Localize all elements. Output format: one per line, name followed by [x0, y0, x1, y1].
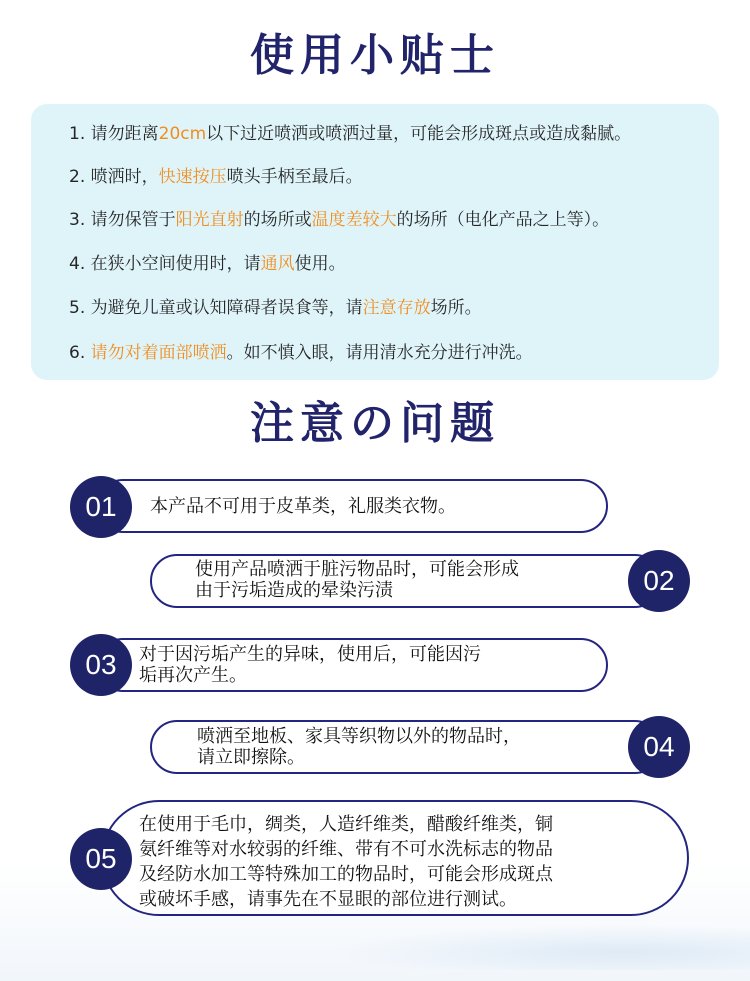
tip-number: 1.	[69, 124, 91, 144]
tip-item	[69, 208, 609, 232]
note-number-badge: 02	[628, 550, 690, 612]
tip-number: 3.	[69, 210, 91, 230]
tip-highlight: 注意存放	[362, 298, 431, 318]
tip-text: 在狭小空间使用时，请	[90, 254, 261, 274]
tip-text: 请勿距离	[90, 124, 159, 144]
tip-item	[69, 165, 363, 189]
note-number-badge: 04	[628, 716, 690, 778]
tip-text: 。如不慎入眼，请用清水充分进行冲洗。	[226, 343, 533, 363]
tip-number: 6.	[69, 343, 91, 363]
tip-item	[69, 296, 482, 320]
tip-item	[69, 122, 631, 146]
note-text: 本产品不可用于皮革类，礼服类衣物。	[150, 496, 456, 517]
tip-number: 2.	[69, 167, 91, 187]
note-text: 对于因污垢产生的异味，使用后，可能因污 垢再次产生。	[139, 644, 481, 686]
tips-title: 使用小贴士	[250, 30, 500, 81]
tips-box	[31, 104, 719, 380]
tip-text: 的场所或	[243, 210, 312, 230]
tip-text: 场所。	[430, 298, 482, 318]
tip-highlight: 请勿对着面部喷洒	[90, 343, 227, 363]
tip-number: 5.	[69, 298, 91, 318]
tip-number: 4.	[69, 254, 91, 274]
note-text: 在使用于毛巾，绸类，人造纤维类，醋酸纤维类，铜 氨纤维等对水较弱的纤维、带有不可水洗标志的物品 及经防水加工等特殊加工的物品时，可能会形成斑点 或破坏手感，请事先在不显眼的部位进行测试。	[139, 814, 553, 910]
tip-item	[69, 341, 533, 365]
notes-title: 注意の问题	[250, 398, 500, 449]
tip-item	[69, 252, 346, 276]
tip-highlight: 通风	[260, 254, 295, 274]
tip-text: 的场所（电化产品之上等）。	[396, 210, 610, 230]
tip-highlight: 快速按压	[158, 167, 227, 187]
note-text: 喷洒至地板、家具等织物以外的物品时， 请立即擦除。	[197, 726, 521, 768]
tip-text: 为避免儿童或认知障碍者误食等，请	[90, 298, 363, 318]
tip-highlight: 温度差较大	[311, 210, 397, 230]
decorative-wave	[330, 925, 750, 970]
note-number-badge: 03	[70, 634, 132, 696]
note-text: 使用产品喷洒于脏污物品时，可能会形成 由于污垢造成的晕染污渍	[195, 559, 519, 601]
note-number-badge: 05	[70, 828, 132, 890]
tip-text: 喷头手柄至最后。	[226, 167, 363, 187]
tip-highlight: 阳光直射	[175, 210, 244, 230]
note-number-badge: 01	[70, 476, 132, 538]
tip-text: 喷洒时，	[90, 167, 159, 187]
tip-text: 请勿保管于	[90, 210, 176, 230]
tip-text: 以下过近喷洒或喷洒过量，可能会形成斑点或造成黏腻。	[206, 124, 632, 144]
tip-text: 使用。	[294, 254, 346, 274]
tip-highlight: 20cm	[158, 124, 207, 144]
